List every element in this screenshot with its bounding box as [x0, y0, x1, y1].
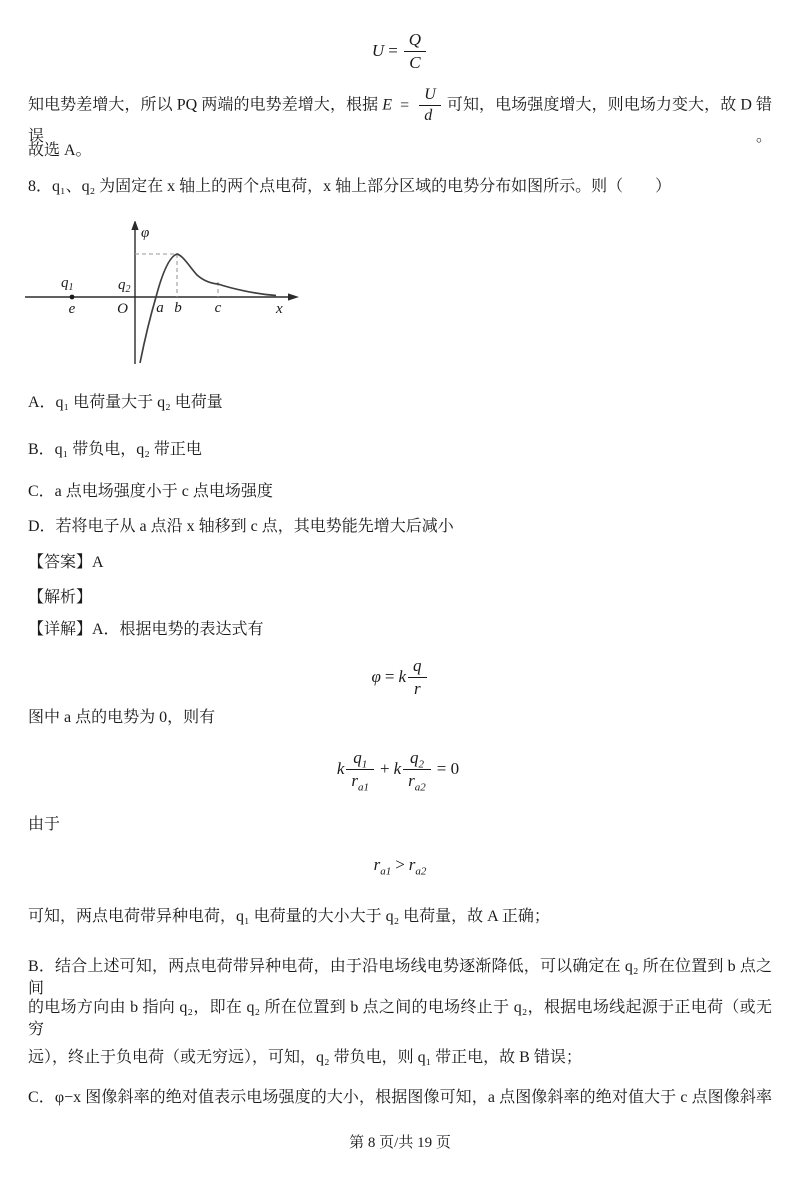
point-e-label: e	[68, 301, 76, 317]
option-c: C．a 点电场强度小于 c 点电场强度	[28, 483, 273, 500]
formula-e-eq: =	[400, 96, 410, 114]
formula-sum-coef2: k	[393, 759, 402, 779]
fraction-denominator: $r_{a1}$	[351, 770, 370, 793]
charge-q2-label: $q_2$	[118, 277, 131, 295]
point-c-label: c	[214, 300, 222, 316]
ineq-right: $r_{a2}$	[408, 855, 427, 878]
formula-u-eq: =	[388, 41, 398, 61]
fraction-numerator: $q_2$	[403, 748, 431, 770]
x-axis-arrow	[288, 293, 299, 300]
phi-axis-label: φ	[141, 225, 150, 241]
fraction-denominator: C	[409, 52, 421, 72]
fraction-numerator: Q	[404, 30, 426, 52]
fraction-denominator: d	[424, 107, 433, 125]
charge-q1-label: $q_1$	[61, 275, 74, 293]
detail-line-b3: 远），终止于负电荷（或无穷远），可知，q₂ 带负电，则 q₁ 带正电，故 B 错误；	[28, 1049, 582, 1066]
plus-operator: +	[380, 759, 390, 779]
detail-line-c: C．φ−x 图像斜率的绝对值表示电场强度的大小，根据图像可知，a 点图像斜率的绝对值大于 c 点图像斜率	[28, 1089, 772, 1106]
paragraph-text-before: 知电势差增大，所以 PQ 两端的电势差增大，根据	[28, 96, 379, 114]
detail-line-b1: B．结合上述可知，两点电荷带异种电荷，由于沿电场线电势逐渐降低，可以确定在 q₂ 所在位置到 b 点之间	[28, 958, 772, 997]
conclusion-line: 故选 A。	[28, 142, 92, 159]
formula-sum	[0, 748, 800, 793]
fraction	[346, 748, 374, 793]
detail-line-since: 由于	[28, 816, 61, 833]
question-stem: 8．q₁、q₂ 为固定在 x 轴上的两个点电荷，x 轴上部分区域的电势分布如图所示。则（ ）	[28, 178, 672, 195]
formula-u-lhs: U	[371, 41, 385, 61]
option-b: B．q₁ 带负电，q₂ 带正电	[28, 441, 202, 458]
fraction	[419, 86, 441, 126]
detail-line-a-conclusion: 可知，两点电荷带异种电荷，q₁ 电荷量的大小大于 q₂ 电荷量，故 A 正确；	[28, 908, 550, 925]
greater-than-operator: >	[395, 855, 405, 874]
formula-inequality	[0, 855, 800, 878]
potential-graph	[20, 221, 302, 375]
fraction-numerator: q	[408, 656, 427, 678]
fraction	[404, 30, 426, 72]
page-footer: 第 8 页/共 19 页	[349, 1135, 451, 1151]
formula-phi-lhs: φ	[371, 667, 381, 687]
paragraph-d-analysis	[28, 86, 772, 148]
potential-graph-svg	[20, 221, 302, 375]
answer-line: 【答案】A	[28, 554, 104, 571]
detail-line-a0: 图中 a 点的电势为 0，则有	[28, 709, 216, 726]
ineq-left: $r_{a1}$	[373, 855, 392, 878]
formula-sum-coef1: k	[336, 759, 345, 779]
option-d: D．若将电子从 a 点沿 x 轴移到 c 点，其电势能先增大后减小	[28, 518, 454, 535]
formula-sum-rhs: = 0	[436, 759, 460, 779]
analysis-label: 【解析】	[28, 589, 93, 606]
point-b-label: b	[174, 300, 182, 316]
formula-phi-eq: =	[384, 667, 395, 687]
fraction-numerator: $q_1$	[346, 748, 374, 770]
x-axis-label: x	[276, 301, 283, 317]
charge-q1-dot	[70, 295, 75, 300]
point-a-label: a	[156, 300, 164, 316]
fraction-denominator: $r_{a2}$	[408, 770, 426, 793]
formula-phi-coef: k	[398, 667, 407, 687]
formula-e-lhs: E	[382, 96, 393, 114]
origin-label: O	[117, 301, 128, 317]
phi-axis-arrow	[131, 221, 138, 230]
detail-head: 【详解】A．根据电势的表达式有	[28, 621, 264, 638]
fraction-numerator: U	[419, 86, 441, 106]
paragraph-text-after: 可知，电场强度增大，则电场力变大，故 D 错误。	[28, 96, 772, 145]
formula-phi	[0, 656, 800, 698]
fraction-denominator: r	[413, 678, 421, 698]
option-a: A．q₁ 电荷量大于 q₂ 电荷量	[28, 394, 223, 411]
fraction	[408, 656, 427, 698]
fraction	[403, 748, 431, 793]
detail-line-b2: 的电场方向由 b 指向 q₂，即在 q₂ 所在位置到 b 点之间的电场终止于 q₂，根据电场线起源于正电荷（或无穷	[28, 999, 772, 1038]
formula-u-qc	[0, 30, 800, 72]
